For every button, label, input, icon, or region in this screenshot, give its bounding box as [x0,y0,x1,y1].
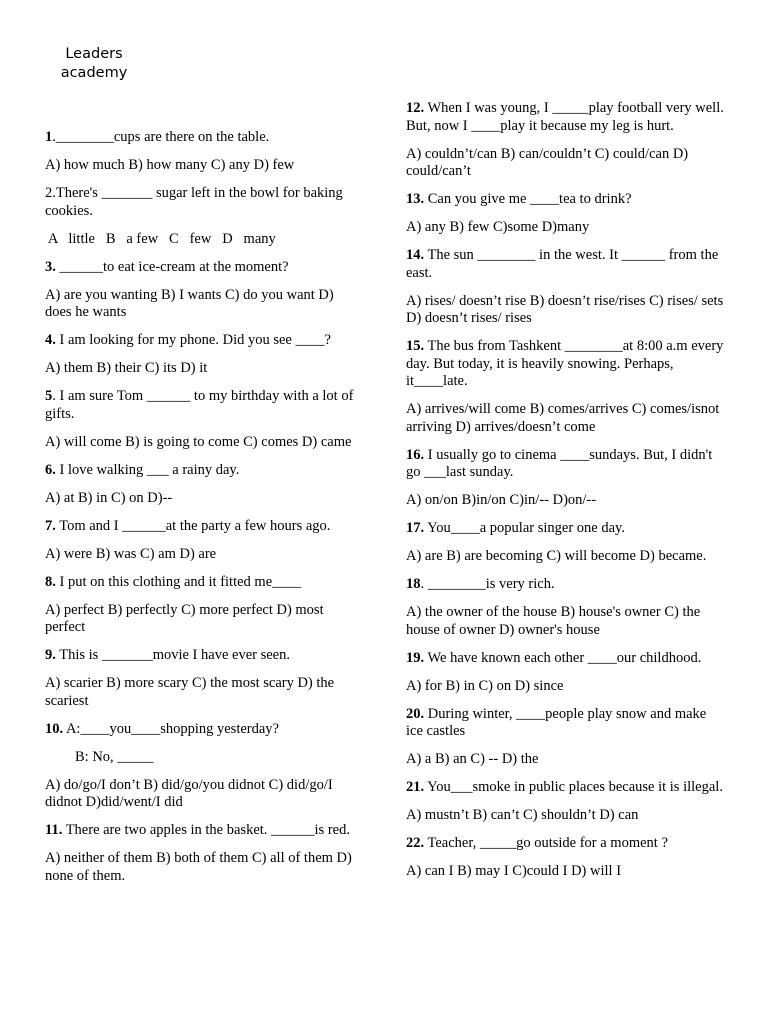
question-text [406,447,724,482]
question-text [45,462,363,480]
item-text: The bus from Tashkent ________at 8:00 a.m every day. But today, it is heavily snowing. Perhaps, it____late. [406,338,724,389]
answer-options [45,360,363,378]
item-text: When I was young, I _____play football very well. But, now I ____play it because my leg is hurt. [406,100,724,134]
item-text: A little B a few C few D many [45,230,276,247]
question-text [406,191,724,209]
answer-options [406,751,724,769]
question-text [45,388,363,423]
item-text: There are two apples in the basket. ______is red. [62,822,350,838]
item-text: . ________is very rich. [420,576,555,592]
item-text: A) rises/ doesn’t rise B) doesn’t rise/rises C) rises/ sets D) doesn’t rises/ rises [406,292,724,326]
item-text: A) mustn’t B) can’t C) shouldn’t D) can [406,807,639,823]
item-text: A) perfect B) perfectly C) more perfect D) most perfect [45,601,324,635]
question-text [45,259,363,277]
item-text: A) couldn’t/can B) can/couldn’t C) could/can D) could/can’t [406,145,689,179]
answer-options [45,850,363,885]
answer-options [45,602,363,637]
question-text [406,779,724,797]
brand-line-2: academy [60,65,128,81]
item-text: A) arrives/will come B) comes/arrives C) comes/isnot arriving D) arrives/doesn’t come [406,401,720,435]
question-number: 14. [406,247,425,263]
question-number: 18 [406,576,421,592]
question-text [406,100,724,135]
item-text: I am looking for my phone. Did you see ____? [55,332,331,348]
question-number: 22. [406,835,425,851]
question-text [406,650,724,668]
question-number: 8. [45,573,56,590]
item-text: I usually go to cinema ____sundays. But, I didn't go ___last sunday. [406,446,713,480]
item-text: A) can I B) may I C)could I D) will I [406,863,622,879]
item-text: A) are B) are becoming C) will become D) became. [406,548,707,564]
item-text: I put on this clothing and it fitted me____ [55,573,302,590]
question-number: 13. [406,191,425,207]
question-number: 16. [406,446,425,463]
item-text: A) scarier B) more scary C) the most scary D) the scariest [45,675,335,709]
item-text: This is _______movie I have ever seen. [55,647,290,663]
answer-options [45,185,363,220]
item-text: You____a popular singer one day. [424,520,625,536]
item-text: A) on/on B)in/on C)in/-- D)on/-- [406,492,597,508]
question-text [406,835,724,853]
item-text: A) for B) in C) on D) since [406,677,564,694]
item-text: B: No, _____ [75,748,154,765]
question-number: 19. [406,649,425,666]
question-number: 10. [45,720,64,737]
item-text: A) them B) their C) its D) it [45,360,208,376]
question-number: 15. [406,338,425,354]
item-text: Teacher, _____go outside for a moment ? [424,835,668,851]
question-number: 5 [45,388,53,404]
question-text [406,706,724,741]
item-text: A) are you wanting B) I wants C) do you want D) does he wants [45,286,334,320]
item-text: . I am sure Tom ______ to my birthday with a lot of gifts. [45,388,354,422]
item-text: A) neither of them B) both of them C) all of them D) none of them. [45,850,352,884]
answer-options [45,231,363,249]
brand-line-1: Leaders [65,46,123,62]
question-text [406,338,724,391]
item-text: The sun ________ in the west. It ______ from the east. [406,247,719,281]
question-text [45,721,363,739]
question-text [45,129,363,147]
answer-options [406,604,724,639]
question-text [45,518,363,536]
answer-options [406,293,724,328]
answer-options [406,807,724,825]
question-text [45,647,363,665]
item-text: A) were B) was C) am D) are [45,545,217,562]
item-text: A:____you____shopping yesterday? [63,720,279,737]
item-text: .________cups are there on the table. [52,129,270,145]
answer-options [406,146,724,181]
question-text [45,332,363,350]
answer-options [406,548,724,566]
answer-options [45,287,363,322]
question-number: 20. [406,705,425,722]
answer-options [406,863,724,881]
answer-options [45,490,363,508]
question-number: 3. [45,258,56,275]
item-text: A) how much B) how many C) any D) few [45,157,295,173]
answer-options [45,675,363,710]
question-number: 7. [45,517,56,534]
item-text: A) the owner of the house B) house's owner C) the house of owner D) owner's house [406,604,701,638]
question-number: 6. [45,461,56,478]
item-text: A) a B) an C) -- D) the [406,751,539,767]
answer-options [406,492,724,510]
question-number: 4. [45,332,56,348]
answer-options [45,749,363,767]
question-number: 21. [406,779,425,795]
answer-options [45,777,363,812]
question-text [406,576,724,594]
answer-options [45,434,363,452]
answer-options [406,678,724,696]
question-number: 12. [406,100,425,116]
item-text: A) do/go/I don’t B) did/go/you didnot C) did/go/I didnot D)did/went/I did [45,776,333,810]
question-text [406,520,724,538]
answer-options [406,401,724,436]
item-text: A) at B) in C) on D)-- [45,489,173,506]
item-text: During winter, ____people play snow and make ice castles [406,705,707,739]
item-text: Tom and I ______at the party a few hours ago. [55,517,331,534]
academy-logo-text [52,45,136,83]
item-text: Can you give me ____tea to drink? [424,191,632,207]
question-text [406,247,724,282]
question-number: 17. [406,520,425,536]
answer-options [406,219,724,237]
item-text: You___smoke in public places because it is illegal. [424,779,723,795]
question-number: 9. [45,647,56,663]
question-number: 11. [45,822,63,838]
question-text [45,574,363,592]
item-text: A) any B) few C)some D)many [406,219,590,235]
item-text: We have known each other ____our childhood. [424,649,702,666]
left-question-column [45,129,363,896]
answer-options [45,157,363,175]
item-text: A) will come B) is going to come C) comes D) came [45,433,352,450]
item-text: ______to eat ice-cream at the moment? [55,258,289,275]
item-text: I love walking ___ a rainy day. [55,461,240,478]
right-question-column [406,100,724,891]
item-text: 2.There's _______ sugar left in the bowl for baking cookies. [45,185,343,219]
question-number: 1 [45,129,53,145]
answer-options [45,546,363,564]
question-text [45,822,363,840]
